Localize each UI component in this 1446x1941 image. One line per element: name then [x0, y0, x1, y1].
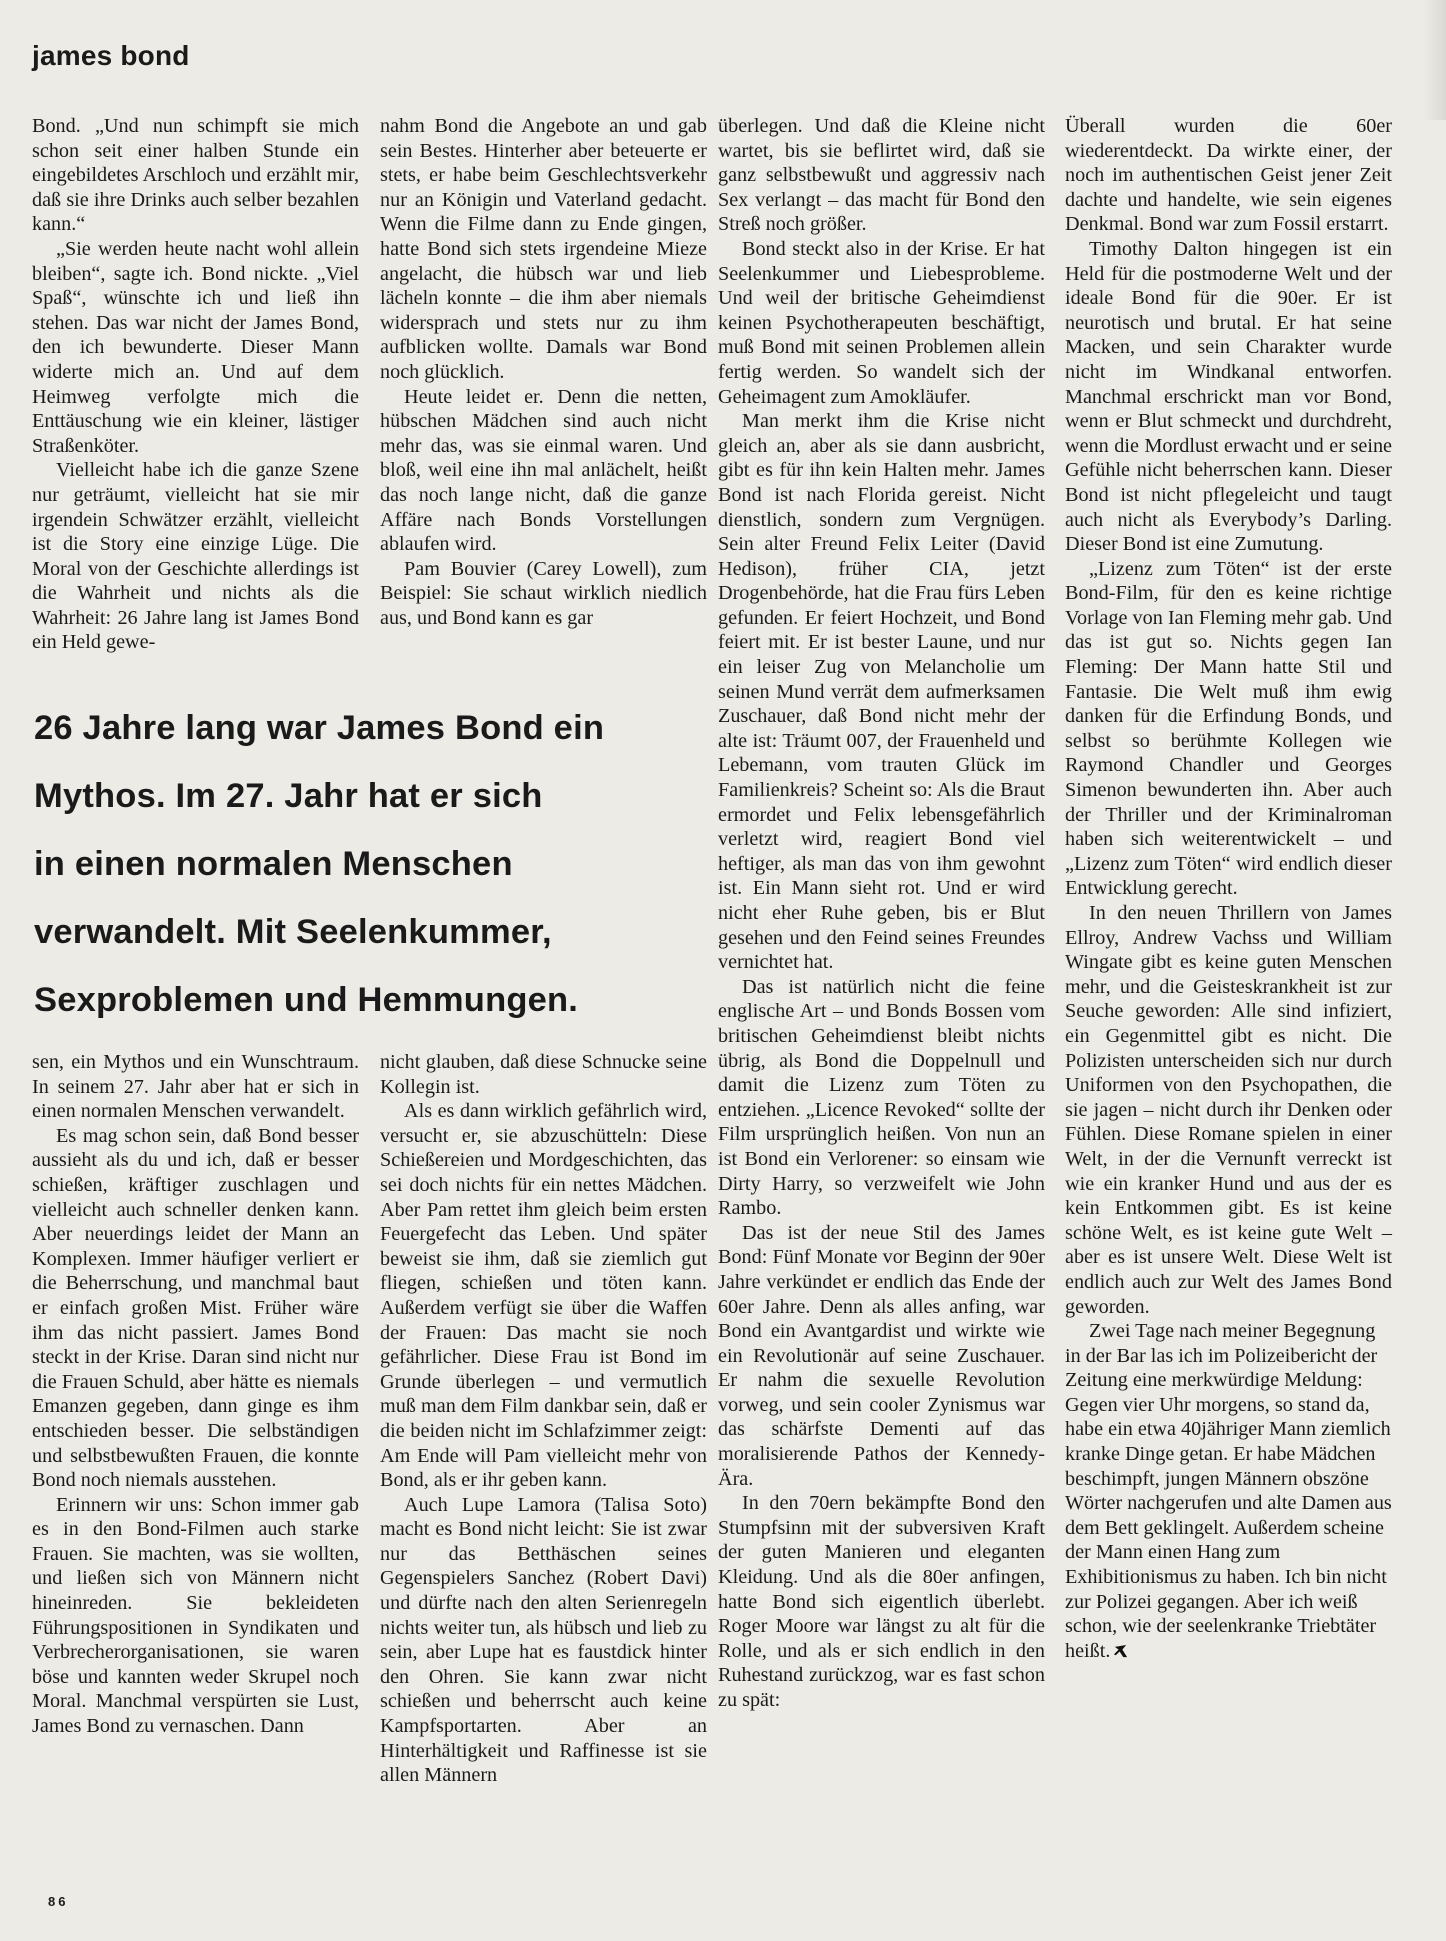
column-2-bottom — [380, 1050, 707, 1788]
page-number: 86 — [48, 1894, 69, 1909]
paragraph: sen, ein Mythos und ein Wunschtraum. In seinem 27. Jahr aber hat er sich in einen normalen Menschen verwandelt. — [32, 1051, 359, 1123]
paragraph-final-text: Zwei Tage nach meiner Begegnung in der Bar las ich im Polizeibericht der Zeitung eine merkwürdige Meldung: Gegen vier Uhr morgens, so stand da, habe ein etwa 40jähriger Mann ziemlich kranke Dinge getan. Er habe Mädchen beschimpft, jungen Männern obszöne Wörter nachgerufen und alte Damen aus dem Bett geklingelt. Außerdem scheine der Mann einen Hang zum Exhibitionismus zu haben. Ich bin nicht zur Polizei gegangen. Aber ich weiß schon, wie der seelenkranke Triebtäter heißt. — [1065, 1320, 1392, 1662]
pull-quote-line: 26 Jahre lang war James Bond ein — [34, 709, 605, 747]
running-head: james bond — [32, 40, 190, 71]
paragraph: „Lizenz zum Töten“ ist der erste Bond-Film, für den es keine richtige Vorlage von Ian Fleming mehr gab. Und das ist gut so. Nichts gegen Ian Fleming: Der Mann hatte Stil und Fantasie. Die Welt muß ihm ewig danken für die Erfindung Bonds, und selbst so berühmte Kollegen wie Raymond Chandler und Georges Simenon bewunderten ihn. Aber auch der Thriller und der Kriminalroman haben sich weiterentwickelt – und „Lizenz zum Töten“ wird endlich dieser Entwicklung gerecht. — [1065, 557, 1392, 900]
paragraph: Pam Bouvier (Carey Lowell), zum Beispiel: Sie schaut wirklich niedlich aus, und Bond kann es gar — [380, 557, 707, 629]
end-mark-icon — [1113, 1644, 1128, 1659]
paragraph: Es mag schon sein, daß Bond besser aussieht als du und ich, daß er besser schießen, kräftiger zuschlagen und vielleicht auch schneller denken kann. Aber neuerdings leidet der Mann an Komplexen. Immer häufiger verliert er die Beherrschung, und manchmal baut er einfach großen Mist. Früher wäre ihm das nicht passiert. James Bond steckt in der Krise. Daran sind nicht nur die Frauen Schuld, aber hätte es niemals Emanzen gegeben, dann ginge es ihm entschieden besser. Die selbständigen und selbstbewußten Frauen, die konnte Bond noch niemals ausstehen. — [32, 1124, 359, 1492]
column-4 — [1065, 114, 1392, 1663]
paragraph: In den neuen Thrillern von James Ellroy, Andrew Vachss und William Wingate gibt es keine guten Menschen mehr, und die Geisteskrankheit ist zur Seuche geworden: Alle sind infiziert, ein Gegenmittel gibt es nicht. Die Polizisten unterscheiden sich nur durch Uniformen von den Psychopathen, die sie jagen – nicht durch ihr Denken oder Fühlen. Diese Romane spielen in einer Welt, in der die Vernunft verreckt ist wie ein kranker Hund und aus der es kein Entkommen gibt. Es ist keine schöne Welt, es ist keine gute Welt – aber es ist unsere Welt. Diese Welt ist endlich auch zur Welt des James Bond geworden. — [1065, 902, 1392, 1318]
column-1-top — [32, 114, 359, 655]
pull-quote-line: in einen normalen Menschen — [34, 845, 513, 883]
paragraph: Als es dann wirklich gefährlich wird, versucht er, sie abzuschütteln: Diese Schießereien und Mordgeschichten, das sei doch nichts für ein nettes Mädchen. Aber Pam rettet ihm gleich beim ersten Feuergefecht das Leben. Und später beweist sie ihm, daß sie ziemlich gut fliegen, schießen und töten kann. Außerdem verfügt sie über die Waffen der Frauen: Das macht sie noch gefährlicher. Diese Frau ist Bond im Grunde überlegen – und vermutlich muß man dem Film dankbar sein, daß er die beiden nicht im Schlafzimmer zeigt: Am Ende will Pam vielleicht mehr von Bond, als er ihr geben kann. — [380, 1100, 707, 1492]
paragraph: Überall wurden die 60er wiederentdeckt. Da wirkte einer, der noch im authentischen Geist jener Zeit dachte und handelte, wie sein eigenes Denkmal. Bond war zum Fossil erstarrt. — [1065, 115, 1392, 236]
paragraph: Bond steckt also in der Krise. Er hat Seelenkummer und Liebesprobleme. Und weil der britische Geheimdienst keinen Psychotherapeuten beschäftigt, muß Bond mit seinen Problemen allein fertig werden. So wandelt sich der Geheimagent zum Amokläufer. — [718, 237, 1045, 408]
paragraph: überlegen. Und daß die Kleine nicht wartet, bis sie beflirtet wird, daß sie ganz selbstbewußt und aggressiv nach Sex verlangt – das macht für Bond den Streß noch größer. — [718, 115, 1045, 236]
column-2-top — [380, 114, 707, 630]
paragraph: Erinnern wir uns: Schon immer gab es in den Bond-Filmen auch starke Frauen. Sie machten, was sie wollten, und ließen sich von Männern nicht hineinreden. Sie bekleideten Führungspositionen in Syndikaten und Verbrecherorganisationen, sie waren böse und kannten weder Skrupel noch Moral. Manchmal verspürten sie Lust, James Bond zu vernaschen. Dann — [32, 1493, 359, 1738]
paragraph: In den 70ern bekämpfte Bond den Stumpfsinn mit der subversiven Kraft der guten Manieren und eleganten Kleidung. Und als die 80er anfingen, hatte Bond sich eigentlich überlebt. Roger Moore war längst zu alt für die Rolle, und als er sich endlich in den Ruhestand zurückzog, war es fast schon zu spät: — [718, 1492, 1045, 1711]
paragraph: Das ist natürlich nicht die feine englische Art – und Bonds Bossen vom britischen Geheimdienst bleibt nichts übrig, als Bond die Doppelnull und damit die Lizenz zum Töten zu entziehen. „Licence Revoked“ sollte der Film ursprünglich heißen. Von nun an ist Bond ein Verlorener: so einsam wie Dirty Harry, so verzweifelt wie John Rambo. — [718, 975, 1045, 1220]
column-1-bottom — [32, 1050, 359, 1739]
paragraph: nicht glauben, daß diese Schnucke seine Kollegin ist. — [380, 1051, 707, 1098]
pull-quote-line: Sexproblemen und Hemmungen. — [34, 981, 579, 1019]
pull-quote — [34, 694, 724, 1034]
paragraph: Bond. „Und nun schimpft sie mich schon seit einer halben Stunde ein eingebildetes Arschloch und erzählt mir, daß sie ihre Drinks auch selber bezahlen kann.“ — [32, 115, 359, 236]
paragraph: Das ist der neue Stil des James Bond: Fünf Monate vor Beginn der 90er Jahre verkündet er endlich das Ende der 60er Jahre. Denn als alles anfing, war Bond ein Avantgardist und wirkte wie ein Revolutionär auf seine Zuschauer. Er nahm die sexuelle Revolution vorweg, und sein cooler Zynismus war das schärfste Dementi auf das moralisierende Pathos der Kennedy-Ära. — [718, 1221, 1045, 1490]
paragraph: Heute leidet er. Denn die netten, hübschen Mädchen sind auch nicht mehr das, was sie einmal waren. Und bloß, weil eine ihn mal anlächelt, heißt das noch lange nicht, daß die ganze Affäre nach Bonds Vorstellungen ablaufen wird. — [380, 385, 707, 556]
paragraph: „Sie werden heute nacht wohl allein bleiben“, sagte ich. Bond nickte. „Viel Spaß“, wünschte ich und ließ ihn stehen. Das war nicht der James Bond, den ich bewunderte. Dieser Mann widerte mich an. Und auf dem Heimweg verfolgte mich die Enttäuschung wie ein kleiner, lästiger Straßenköter. — [32, 237, 359, 457]
paragraph-final — [1065, 1319, 1392, 1663]
pull-quote-line: Mythos. Im 27. Jahr hat er sich — [34, 777, 543, 815]
paragraph: Man merkt ihm die Krise nicht gleich an, aber als sie dann ausbricht, gibt es für ihn kein Halten mehr. James Bond ist nach Florida gereist. Nicht dienstlich, sondern zum Vergnügen. Sein alter Freund Felix Leiter (David Hedison), früher CIA, jetzt Drogenbehörde, hat die Frau fürs Leben gefunden. Er feiert Hochzeit, und Bond feiert mit. Er ist bester Laune, und nur ein leiser Zug von Melancholie um seinen Mund verrät dem aufmerksamen Zuschauer, daß Bond nicht mehr der alte ist: Träumt 007, der Frauenheld und Lebemann, vom trauten Glück im Familienkreis? Scheint so: Als die Braut ermordet und Felix lebensgefährlich verletzt wird, reagiert Bond viel heftiger, als man das von ihm gewohnt ist. Ein Mann sieht rot. Und er wird nicht eher Ruhe geben, bis er Blut gesehen und den Feind seines Freundes vernichtet hat. — [718, 410, 1045, 974]
paragraph: nahm Bond die Angebote an und gab sein Bestes. Hinterher aber beteuerte er stets, er habe beim Geschlechtsverkehr nur an Königin und Vaterland gedacht. Wenn die Filme dann zu Ende gingen, hatte Bond sich stets irgendeine Mieze angelacht, die hübsch war und lieb lächeln konnte – die ihm aber niemals widersprach und stets nur zu ihm aufblicken wollte. Damals war Bond noch glücklich. — [380, 115, 707, 383]
column-3 — [718, 114, 1045, 1713]
page-edge-shadow — [1424, 0, 1446, 120]
paragraph: Timothy Dalton hingegen ist ein Held für die postmoderne Welt und der ideale Bond für die 90er. Er ist neurotisch und brutal. Er hat seine Macken, und sein Charakter wurde nicht im Windkanal entworfen. Manchmal erschrickt man vor Bond, wenn er Blut schmeckt und durchdreht, wenn die Mordlust erwacht und er seine Gefühle nicht beherrschen kann. Dieser Bond ist nicht pflegeleicht und taugt auch nicht als Everybody’s Darling. Dieser Bond ist eine Zumutung. — [1065, 237, 1392, 556]
pull-quote-line: verwandelt. Mit Seelenkummer, — [34, 913, 552, 951]
paragraph: Auch Lupe Lamora (Talisa Soto) macht es Bond nicht leicht: Sie ist zwar nur das Betthäschen seines Gegenspielers Sanchez (Robert Davi) und dürfte nach den alten Serienregeln nichts weiter tun, als hübsch und lieb zu sein, aber Lupe hat es faustdick hinter den Ohren. Sie kann zwar nicht schießen und beherrscht auch keine Kampfsportarten. Aber an Hinterhältigkeit und Raffinesse ist sie allen Männern — [380, 1493, 707, 1787]
paragraph: Vielleicht habe ich die ganze Szene nur geträumt, vielleicht hat sie mir irgendein Schwätzer erzählt, vielleicht ist die Story eine einzige Lüge. Die Moral von der Geschichte allerdings ist die Wahrheit und nichts als die Wahrheit: 26 Jahre lang ist James Bond ein Held gewe- — [32, 459, 359, 654]
